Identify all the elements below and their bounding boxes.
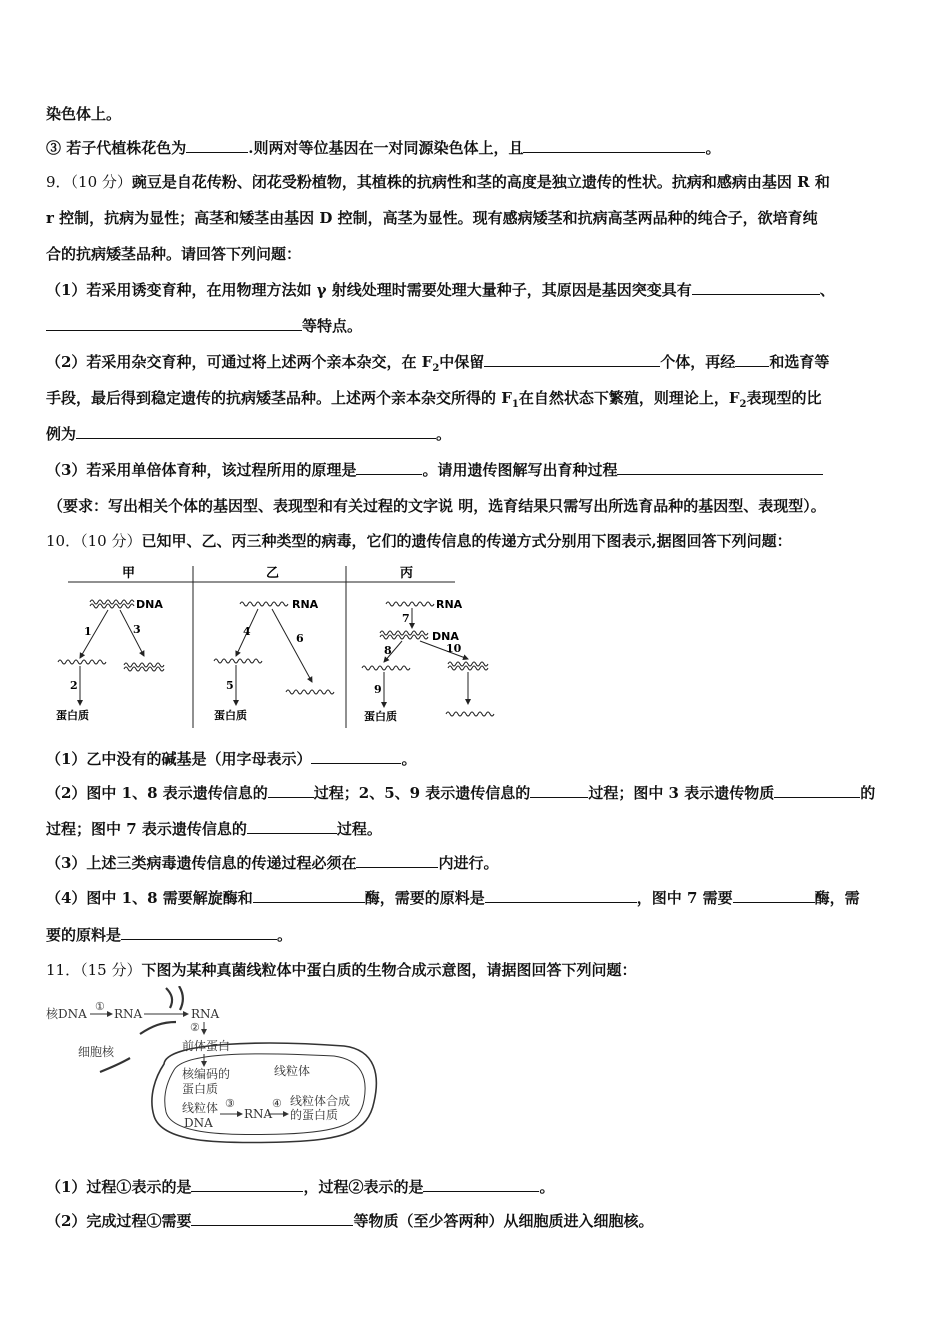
text: 豌豆是自花传粉、闭花受粉植物，其植株的抗病性和茎的高度是独立遗传的性状。抗病和感病由基因 R 和 [131,173,830,191]
label-mtdna: DNA [184,1116,213,1130]
answer-blank[interactable] [485,888,637,903]
text: （要求：写出相关个体的基因型、表现型和有关过程的文字说 明，选育结果只需写出所选育品种的基因型、表现型）。 [48,497,826,515]
q9-part3 [46,460,906,480]
text: 和选育等 [769,353,830,371]
text: （1）过程①表示的是 [46,1178,192,1196]
label-rna: RNA [436,598,463,611]
dna-strand [448,666,488,670]
text: 。 [277,926,293,944]
num-4: 4 [243,625,251,638]
text: ，过程②表示的是 [303,1178,424,1196]
label-protein: 蛋白质 [214,709,247,722]
label-protein: 的蛋白质 [290,1108,339,1122]
text: 在自然状态下繁殖，则理论上，F [518,389,740,407]
answer-blank[interactable] [121,925,277,940]
text: 等物质（至少答两种）从细胞质进入细胞核。 [353,1212,654,1230]
q9-part2-cont [46,388,906,415]
answer-blank[interactable] [191,1211,353,1226]
dna-strand [124,663,164,667]
q9-stem-2 [46,208,906,228]
answer-blank[interactable] [46,316,302,331]
text: 酶，需 [814,889,860,907]
text: ③ 若子代植株花色为 [46,139,187,157]
num-1: 1 [84,625,92,638]
text: 的 [860,784,876,802]
rna-strand [446,712,494,716]
text: （4）图中 1、8 需要解旋酶和 [46,889,253,907]
nuclear-envelope [166,988,172,1008]
text: 过程；2、5、9 表示遗传信息的 [313,784,531,802]
rna-strand [58,660,106,664]
label-protein: 蛋白质 [56,709,89,722]
nuclear-envelope [100,1058,130,1072]
line-flower-color [46,138,906,158]
answer-blank[interactable] [268,783,314,798]
text: r 控制，抗病为显性；高茎和矮茎由基因 D 控制，高茎为显性。现有感病矮茎和抗病高茎两品种的纯合子，欲培育纯 [46,209,818,227]
dna-strand [448,662,488,666]
nuclear-envelope [140,1022,176,1034]
answer-blank[interactable] [191,1177,303,1192]
circle-3: ③ [225,1097,235,1110]
answer-blank[interactable] [423,1177,539,1192]
text: （3）上述三类病毒遗传信息的传递过程必须在 [46,854,357,872]
text: 等特点。 [302,317,363,335]
answer-blank[interactable] [253,888,365,903]
num-3: 3 [133,623,141,636]
text: 已知甲、乙、丙三种类型的病毒，它们的遗传信息的传递方式分别用下图表示,据图回答下列问题： [141,532,792,550]
header-bing: 丙 [400,566,414,581]
text: .则两对等位基因在一对同源染色体上，且 [248,139,524,157]
q10-part3 [46,853,906,873]
text: 下图为某种真菌线粒体中蛋白质的生物合成示意图，请据图回答下列问题： [141,961,637,979]
text: （2）图中 1、8 表示遗传信息的 [46,784,268,802]
rna-strand [386,602,434,606]
answer-blank[interactable] [76,424,436,439]
label-nuclear-coded: 核编码的 [182,1067,231,1081]
label-precursor-protein: 前体蛋白 [182,1039,231,1053]
text: 。请用遗传图解写出育种过程 [422,461,618,479]
text: 、 [819,281,835,299]
text: 染色体上。 [46,105,122,123]
label-mito-synth: 线粒体合成 [290,1094,351,1108]
label-rna: RNA [114,1007,143,1021]
label-mt: 线粒体 [182,1101,219,1115]
virus-diagram [50,562,500,734]
q9-stem-1 [46,172,906,192]
num-6: 6 [296,632,304,645]
answer-blank[interactable] [356,460,422,475]
num-7: 7 [402,612,410,625]
answer-blank[interactable] [774,783,860,798]
label-rna: RNA [292,598,319,611]
answer-blank[interactable] [356,853,438,868]
dna-strand [124,667,164,671]
text: 。 [436,425,452,443]
text: 中保留 [439,353,485,371]
text: （2）完成过程①需要 [46,1212,192,1230]
header-yi: 乙 [266,566,280,581]
answer-blank[interactable] [311,749,401,764]
nuclear-envelope [179,986,183,1010]
num-8: 8 [384,644,392,657]
answer-blank[interactable] [530,783,588,798]
dna-strand [380,631,428,635]
text: 例为 [46,425,77,443]
q11-part2 [46,1211,906,1231]
dna-strand [380,635,428,639]
label-rna: RNA [244,1107,273,1121]
text: （3）若采用单倍体育种，该过程所用的原理是 [46,461,357,479]
label-nuclear-dna: 核DNA [46,1007,87,1021]
text: 。 [401,750,417,768]
num-10: 10 [446,642,462,655]
question-number: 11．（15 分） [46,961,142,979]
q10-part1 [46,749,906,769]
header-jia: 甲 [122,566,136,581]
dna-strand [90,600,134,604]
answer-blank[interactable] [523,138,705,153]
circle-4: ④ [272,1097,282,1110]
subscript: 1 [511,399,519,410]
text: 内进行。 [438,854,499,872]
num-9: 9 [374,683,382,696]
text: 手段，最后得到稳定遗传的抗病矮茎品种。上述两个亲本杂交所得的 F [46,389,512,407]
text: 酶，需要的原料是 [364,889,485,907]
label-mitochondrion: 线粒体 [274,1064,311,1078]
q9-part1-cont [46,316,906,336]
q9-part2 [46,352,906,379]
num-2: 2 [70,679,78,692]
circle-2: ② [190,1021,200,1034]
label-dna: DNA [136,598,163,611]
text: （1）乙中没有的碱基是（用字母表示） [46,750,312,768]
answer-blank[interactable] [692,280,820,295]
subscript: 2 [432,363,440,374]
label-protein: 蛋白质 [182,1082,219,1096]
text: 。 [539,1178,555,1196]
line-chromosome [46,104,906,124]
label-rna: RNA [191,1007,220,1021]
q9-part3-req [48,496,906,516]
answer-blank[interactable] [247,819,337,834]
text: 。 [705,139,721,157]
text: 合的抗病矮茎品种。请回答下列问题： [46,245,302,263]
answer-blank[interactable] [484,352,660,367]
num-5: 5 [226,679,234,692]
answer-blank[interactable] [733,888,815,903]
subscript: 2 [739,399,747,410]
text: 过程；图中 7 表示遗传信息的 [46,820,247,838]
q10-part4 [46,888,906,908]
text: 个体，再经 [660,353,736,371]
label-nucleus: 细胞核 [78,1045,115,1059]
text: 过程。 [336,820,382,838]
rna-strand [362,666,410,670]
rna-strand [214,659,262,663]
dna-strand [90,604,134,608]
q10-part4-cont [46,925,906,945]
rna-strand [286,690,334,694]
rna-strand [240,602,288,606]
mitochondria-diagram [44,986,384,1152]
q10-part2-cont [46,819,906,839]
q9-part2-end [46,424,906,444]
text: 要的原料是 [46,926,122,944]
label-dna: DNA [432,630,459,643]
q10-stem [46,531,906,551]
text: ，图中 7 需要 [636,889,733,907]
text: （1）若采用诱变育种，在用物理方法如 γ 射线处理时需要处理大量种子，其原因是基因突变具有 [46,281,692,299]
question-number: 10．（10 分） [46,532,142,550]
q11-part1 [46,1177,906,1197]
text: （2）若采用杂交育种，可通过将上述两个亲本杂交，在 F [46,353,433,371]
answer-blank[interactable] [186,138,248,153]
label-protein: 蛋白质 [364,710,397,723]
question-number: 9．（10 分） [46,173,132,191]
text: 表现型的比 [746,389,822,407]
q9-stem-3 [46,244,906,264]
circle-1: ① [95,1000,105,1013]
text: 过程；图中 3 表示遗传物质 [588,784,775,802]
q10-part2 [46,783,906,803]
answer-blank[interactable] [617,460,823,475]
arrow-6 [272,609,312,682]
q11-stem [46,960,906,980]
answer-blank[interactable] [735,352,769,367]
q9-part1 [46,280,906,300]
